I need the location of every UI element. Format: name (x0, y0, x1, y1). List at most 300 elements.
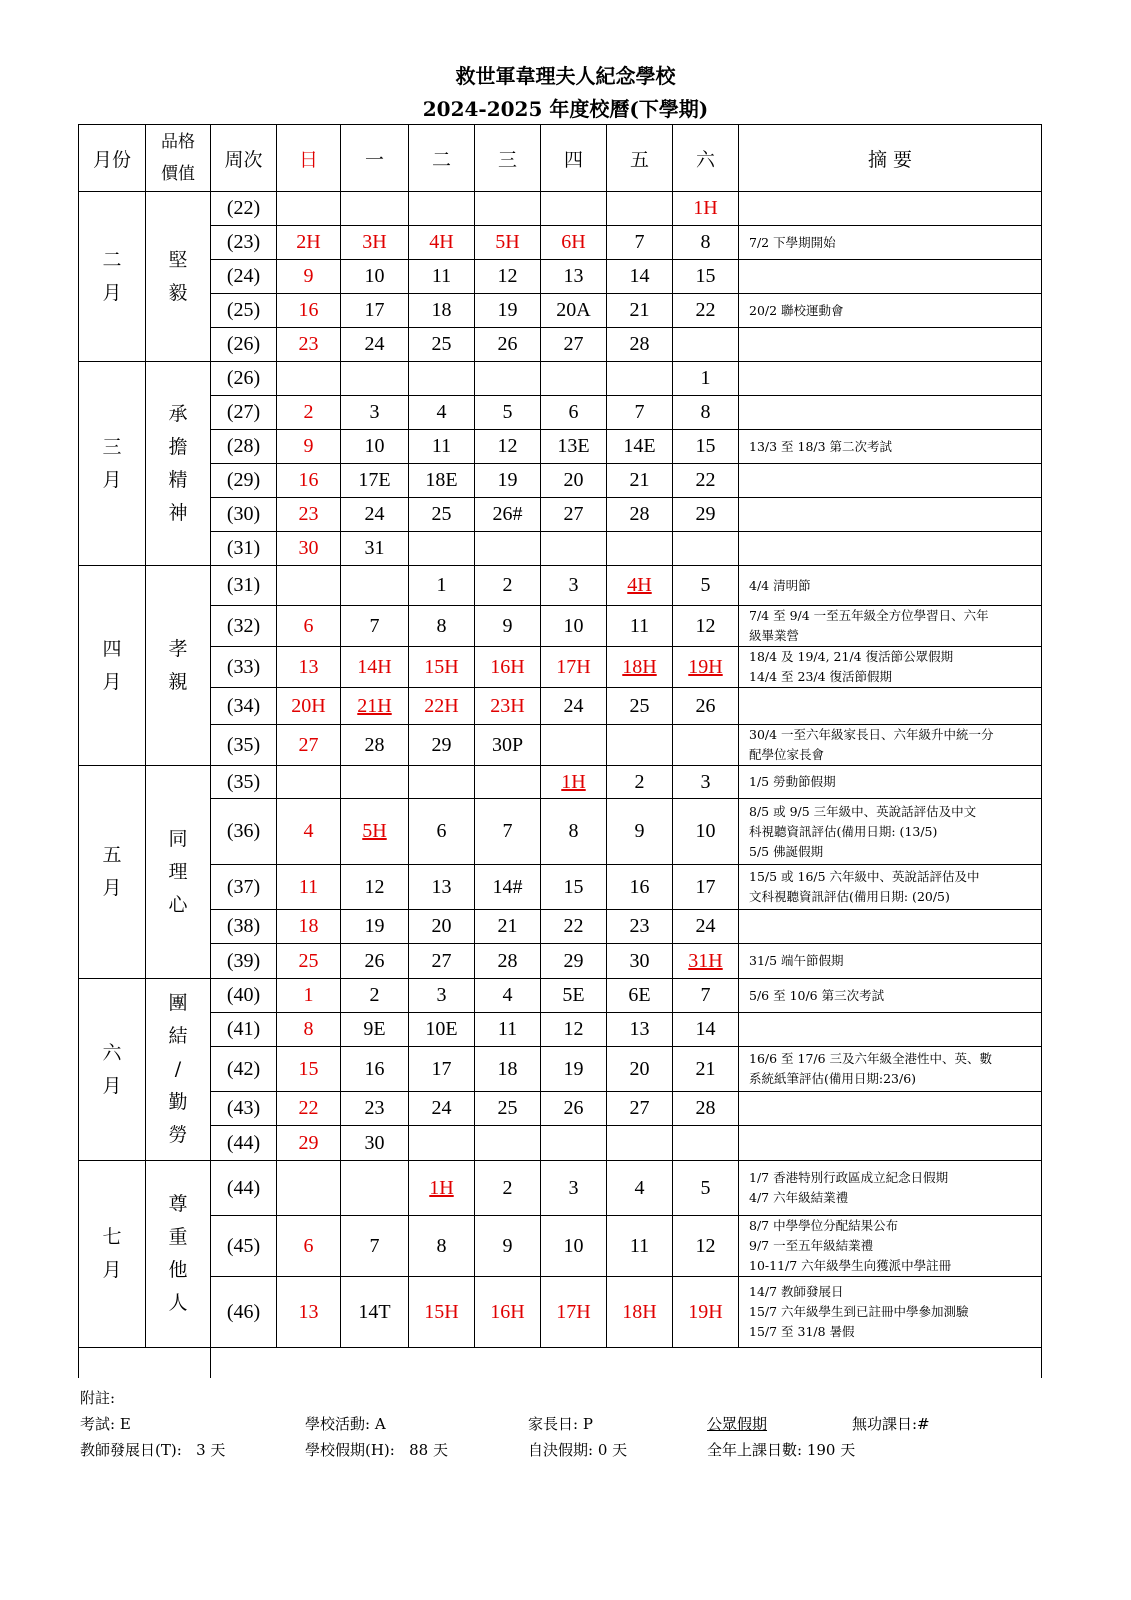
week-number-cell: (43) (211, 1092, 277, 1126)
day-cell-wed: 9 (475, 1216, 541, 1277)
week-row (79, 226, 1042, 260)
week-row (79, 396, 1042, 430)
value-char: 孝 (168, 637, 188, 660)
day-cell-sun: 9 (277, 260, 341, 294)
summary-line: 16/6 至 17/6 三及六年級全港性中、英、數 (749, 1051, 993, 1066)
month-char: 月 (102, 468, 122, 491)
school-calendar-table (78, 124, 1042, 1378)
day-cell-sat: 14 (673, 1013, 739, 1047)
value-char: 理 (168, 860, 188, 883)
day-cell-tue: 18E (409, 464, 475, 498)
day-cell-tue: 8 (409, 1216, 475, 1277)
day-cell-thu: 19 (541, 1047, 607, 1092)
header-day-wed: 三 (475, 125, 541, 192)
day-cell-fri: 11 (607, 606, 673, 647)
day-cell-sun: 16 (277, 464, 341, 498)
value-char: 承 (168, 402, 188, 425)
summary-line: 4/7 六年級結業禮 (749, 1190, 849, 1205)
day-cell-tue (409, 1126, 475, 1161)
summary-cell (739, 226, 1042, 260)
week-number-cell: (26) (211, 362, 277, 396)
day-cell-fri (607, 532, 673, 566)
week-row (79, 910, 1042, 944)
week-row (79, 1277, 1042, 1348)
day-cell-sat: 17 (673, 865, 739, 910)
day-cell-wed: 2 (475, 1161, 541, 1216)
day-cell-sun: 13 (277, 647, 341, 688)
week-row (79, 766, 1042, 799)
week-number-cell: (23) (211, 226, 277, 260)
day-cell-wed: 5 (475, 396, 541, 430)
day-cell-fri: 30 (607, 944, 673, 979)
value-char: 團 (168, 992, 188, 1014)
summary-cell (739, 766, 1042, 799)
month-label (102, 1221, 121, 1287)
day-cell-thu: 8 (541, 799, 607, 865)
summary-line: 10-11/7 六年級學生向獲派中學註冊 (749, 1258, 952, 1273)
value-char: 勤 (168, 1091, 188, 1113)
day-cell-fri: 21 (607, 294, 673, 328)
header-day-sun: 日 (277, 125, 341, 192)
day-cell-tue: 15H (409, 647, 475, 688)
day-cell-sat: 1 (673, 362, 739, 396)
day-cell-sun (277, 1161, 341, 1216)
day-cell-fri: 20 (607, 1047, 673, 1092)
summary-cell (739, 606, 1042, 647)
day-cell-thu: 27 (541, 328, 607, 362)
summary-line: 31/5 端午節假期 (749, 953, 844, 968)
header-day-thu: 四 (541, 125, 607, 192)
school-name: 救世軍韋理夫人紀念學校 (455, 64, 676, 88)
header-day-fri: 五 (607, 125, 673, 192)
day-cell-sat: 29 (673, 498, 739, 532)
week-row (79, 1161, 1042, 1216)
month-label (102, 633, 121, 699)
day-cell-sun: 20H (277, 688, 341, 725)
summary-line: 15/7 至 31/8 暑假 (749, 1324, 855, 1339)
week-number-cell: (22) (211, 192, 277, 226)
day-cell-wed: 28 (475, 944, 541, 979)
day-cell-wed: 5H (475, 226, 541, 260)
value-char: 毅 (168, 281, 188, 304)
day-cell-mon (341, 766, 409, 799)
day-cell-tue: 1 (409, 566, 475, 606)
day-cell-tue: 29 (409, 725, 475, 766)
week-row (79, 532, 1042, 566)
value-char: 結 (168, 1025, 188, 1047)
summary-line: 文科視聽資訊評估(備用日期: (20/5) (749, 889, 950, 904)
summary-cell (739, 260, 1042, 294)
character-value-cell (146, 362, 211, 566)
day-cell-thu: 20 (541, 464, 607, 498)
summary-line: 13/3 至 18/3 第二次考試 (749, 438, 893, 454)
day-cell-sat: 5 (673, 1161, 739, 1216)
value-char: / (174, 1058, 182, 1080)
header-value-line: 價值 (161, 164, 195, 184)
day-cell-wed: 12 (475, 260, 541, 294)
legend-teacher-development: 教師發展日(T): 3 天 (80, 1441, 226, 1459)
day-cell-tue: 13 (409, 865, 475, 910)
week-row (79, 1216, 1042, 1277)
summary-cell (739, 910, 1042, 944)
value-char: 人 (168, 1292, 188, 1314)
legend-school-holiday: 學校假期(H): 88 天 (305, 1441, 448, 1459)
month-char: 五 (102, 844, 122, 866)
day-cell-tue: 11 (409, 260, 475, 294)
day-cell-sun: 6 (277, 606, 341, 647)
day-cell-wed: 19 (475, 464, 541, 498)
day-cell-tue: 8 (409, 606, 475, 647)
notes-heading: 附註: (80, 1389, 116, 1407)
day-cell-wed: 16H (475, 647, 541, 688)
day-cell-thu (541, 192, 607, 226)
day-cell-sat (673, 1126, 739, 1161)
value-char: 親 (168, 670, 188, 693)
day-cell-wed (475, 766, 541, 799)
summary-cell (739, 192, 1042, 226)
day-cell-sat: 1H (673, 192, 739, 226)
week-number-cell: (28) (211, 430, 277, 464)
week-number-cell: (36) (211, 799, 277, 865)
day-cell-fri: 11 (607, 1216, 673, 1277)
day-cell-wed: 26 (475, 328, 541, 362)
summary-line: 5/6 至 10/6 第三次考試 (749, 987, 885, 1003)
day-cell-sun: 11 (277, 865, 341, 910)
day-cell-sat: 15 (673, 430, 739, 464)
day-cell-tue (409, 192, 475, 226)
week-row (79, 260, 1042, 294)
month-char: 二 (102, 248, 122, 271)
day-cell-sun: 2 (277, 396, 341, 430)
day-cell-fri (607, 1126, 673, 1161)
day-cell-mon (341, 192, 409, 226)
month-char: 四 (102, 637, 122, 660)
month-cell (79, 766, 146, 979)
day-cell-thu: 12 (541, 1013, 607, 1047)
summary-line: 級畢業營 (749, 628, 800, 643)
summary-cell (739, 1126, 1042, 1161)
day-cell-thu: 17H (541, 647, 607, 688)
day-cell-fri (607, 725, 673, 766)
legend-school-activity: 學校活動: A (305, 1415, 386, 1433)
character-value-cell (146, 979, 211, 1161)
character-value-label (168, 1188, 187, 1320)
day-cell-sat: 12 (673, 1216, 739, 1277)
day-cell-mon: 16 (341, 1047, 409, 1092)
week-number-cell: (30) (211, 498, 277, 532)
summary-line: 1/5 勞動節假期 (749, 774, 836, 789)
day-cell-sun: 29 (277, 1126, 341, 1161)
day-cell-tue: 4H (409, 226, 475, 260)
day-cell-sat: 12 (673, 606, 739, 647)
summary-cell (739, 979, 1042, 1013)
summary-cell (739, 725, 1042, 766)
summary-cell (739, 532, 1042, 566)
day-cell-sat: 15 (673, 260, 739, 294)
value-char: 勞 (168, 1124, 188, 1146)
day-cell-mon: 17E (341, 464, 409, 498)
day-cell-fri: 16 (607, 865, 673, 910)
day-cell-fri: 27 (607, 1092, 673, 1126)
day-cell-wed (475, 1126, 541, 1161)
day-cell-sun (277, 766, 341, 799)
summary-line: 9/7 一至五年級結業禮 (749, 1238, 874, 1253)
summary-line: 14/4 至 23/4 復活節假期 (749, 669, 893, 684)
day-cell-sun: 13 (277, 1277, 341, 1348)
legend-school-days: 全年上課日數: 190 天 (707, 1441, 856, 1459)
week-number-cell: (46) (211, 1277, 277, 1348)
day-cell-mon: 24 (341, 498, 409, 532)
day-cell-mon: 7 (341, 606, 409, 647)
week-number-cell: (27) (211, 396, 277, 430)
character-value-label (168, 633, 187, 699)
legend-parent-day: 家長日: P (528, 1415, 593, 1433)
month-label (102, 1037, 121, 1103)
character-value-label (168, 398, 187, 530)
week-number-cell: (41) (211, 1013, 277, 1047)
week-number-cell: (34) (211, 688, 277, 725)
week-row (79, 430, 1042, 464)
day-cell-thu: 10 (541, 1216, 607, 1277)
day-cell-thu: 26 (541, 1092, 607, 1126)
value-char: 他 (168, 1259, 188, 1281)
day-cell-tue: 22H (409, 688, 475, 725)
month-label (102, 839, 121, 905)
day-cell-fri: 6E (607, 979, 673, 1013)
summary-cell (739, 396, 1042, 430)
week-row (79, 725, 1042, 766)
header-day-tue: 二 (409, 125, 475, 192)
day-cell-sat: 7 (673, 979, 739, 1013)
day-cell-sun (277, 362, 341, 396)
day-cell-thu (541, 1126, 607, 1161)
day-cell-sun: 23 (277, 498, 341, 532)
day-cell-fri: 2 (607, 766, 673, 799)
day-cell-sun: 22 (277, 1092, 341, 1126)
character-value-cell (146, 566, 211, 766)
calendar-body (79, 192, 1042, 1378)
day-cell-mon: 2 (341, 979, 409, 1013)
month-char: 七 (102, 1226, 122, 1248)
day-cell-sat: 24 (673, 910, 739, 944)
day-cell-wed: 16H (475, 1277, 541, 1348)
day-cell-mon: 3H (341, 226, 409, 260)
week-number-cell: (25) (211, 294, 277, 328)
day-cell-sun: 27 (277, 725, 341, 766)
month-char: 月 (102, 1074, 122, 1097)
legend-exam: 考試: E (80, 1415, 131, 1433)
value-char: 精 (168, 468, 188, 491)
day-cell-fri: 18H (607, 1277, 673, 1348)
summary-cell (739, 688, 1042, 725)
summary-cell (739, 498, 1042, 532)
day-cell-thu (541, 725, 607, 766)
month-char: 三 (102, 435, 122, 458)
summary-cell (739, 1092, 1042, 1126)
day-cell-wed: 23H (475, 688, 541, 725)
day-cell-sat: 22 (673, 464, 739, 498)
day-cell-tue: 4 (409, 396, 475, 430)
summary-line: 20/2 聯校運動會 (749, 302, 844, 318)
day-cell-sat: 19H (673, 1277, 739, 1348)
value-char: 神 (168, 501, 188, 524)
day-cell-thu (541, 532, 607, 566)
day-cell-sat: 31H (673, 944, 739, 979)
day-cell-thu: 13 (541, 260, 607, 294)
week-row (79, 566, 1042, 606)
week-row (79, 328, 1042, 362)
day-cell-tue: 18 (409, 294, 475, 328)
legend-no-homework-day: 無功課日:# (852, 1415, 930, 1433)
week-row (79, 865, 1042, 910)
value-char: 心 (168, 893, 188, 916)
summary-line: 5/5 佛誕假期 (749, 843, 824, 859)
character-value-label (168, 823, 187, 922)
day-cell-thu: 3 (541, 1161, 607, 1216)
character-value-cell (146, 192, 211, 362)
day-cell-fri: 14 (607, 260, 673, 294)
day-cell-fri: 9 (607, 799, 673, 865)
month-char: 月 (102, 670, 122, 693)
day-cell-fri: 25 (607, 688, 673, 725)
summary-cell (739, 944, 1042, 979)
week-row (79, 192, 1042, 226)
summary-line: 配學位家長會 (749, 747, 825, 762)
day-cell-wed: 25 (475, 1092, 541, 1126)
day-cell-thu: 15 (541, 865, 607, 910)
day-cell-sun: 9 (277, 430, 341, 464)
day-cell-thu: 22 (541, 910, 607, 944)
day-cell-tue: 17 (409, 1047, 475, 1092)
day-cell-mon: 28 (341, 725, 409, 766)
summary-cell (739, 647, 1042, 688)
day-cell-wed: 2 (475, 566, 541, 606)
summary-cell (739, 1161, 1042, 1216)
day-cell-wed: 11 (475, 1013, 541, 1047)
day-cell-thu: 27 (541, 498, 607, 532)
day-cell-thu: 29 (541, 944, 607, 979)
day-cell-sat (673, 532, 739, 566)
legend-discretionary-holiday: 自決假期: 0 天 (528, 1441, 628, 1459)
month-char: 月 (102, 1259, 122, 1281)
month-cell (79, 362, 146, 566)
day-cell-fri: 28 (607, 328, 673, 362)
week-row (79, 688, 1042, 725)
day-cell-tue: 25 (409, 498, 475, 532)
day-cell-fri: 18H (607, 647, 673, 688)
header-day-sat: 六 (673, 125, 739, 192)
day-cell-sat: 26 (673, 688, 739, 725)
day-cell-fri (607, 192, 673, 226)
day-cell-thu: 17H (541, 1277, 607, 1348)
day-cell-sat: 21 (673, 1047, 739, 1092)
summary-cell (739, 1047, 1042, 1092)
day-cell-mon: 21H (341, 688, 409, 725)
day-cell-sat: 22 (673, 294, 739, 328)
week-number-cell: (33) (211, 647, 277, 688)
week-row (79, 979, 1042, 1013)
summary-line: 15/7 六年級學生到已註冊中學參加測驗 (749, 1304, 969, 1319)
week-number-cell: (35) (211, 766, 277, 799)
summary-cell (739, 430, 1042, 464)
day-cell-tue: 3 (409, 979, 475, 1013)
summary-cell (739, 1013, 1042, 1047)
day-cell-tue: 20 (409, 910, 475, 944)
day-cell-sat: 10 (673, 799, 739, 865)
summary-cell (739, 362, 1042, 396)
month-label (102, 244, 121, 310)
summary-line: 系統紙筆評估(備用日期:23/6) (749, 1071, 917, 1086)
day-cell-thu: 3 (541, 566, 607, 606)
week-row (79, 1092, 1042, 1126)
summary-line: 14/7 教師發展日 (749, 1284, 844, 1299)
day-cell-sun: 1 (277, 979, 341, 1013)
day-cell-thu: 1H (541, 766, 607, 799)
day-cell-sun: 25 (277, 944, 341, 979)
day-cell-wed: 12 (475, 430, 541, 464)
day-cell-mon: 7 (341, 1216, 409, 1277)
day-cell-fri: 4 (607, 1161, 673, 1216)
day-cell-sun: 16 (277, 294, 341, 328)
day-cell-tue: 24 (409, 1092, 475, 1126)
day-cell-thu: 6H (541, 226, 607, 260)
day-cell-mon: 24 (341, 328, 409, 362)
day-cell-tue: 1H (409, 1161, 475, 1216)
summary-cell (739, 1216, 1042, 1277)
day-cell-tue: 10E (409, 1013, 475, 1047)
day-cell-sun: 8 (277, 1013, 341, 1047)
week-number-cell: (45) (211, 1216, 277, 1277)
day-cell-tue (409, 766, 475, 799)
day-cell-sun: 23 (277, 328, 341, 362)
day-cell-mon: 17 (341, 294, 409, 328)
week-number-cell: (42) (211, 1047, 277, 1092)
day-cell-wed: 14# (475, 865, 541, 910)
day-cell-mon: 14T (341, 1277, 409, 1348)
summary-cell (739, 328, 1042, 362)
day-cell-fri (607, 362, 673, 396)
day-cell-mon: 31 (341, 532, 409, 566)
day-cell-fri: 13 (607, 1013, 673, 1047)
month-char: 月 (102, 281, 122, 304)
day-cell-sat: 8 (673, 226, 739, 260)
month-cell (79, 1161, 146, 1348)
day-cell-thu (541, 362, 607, 396)
month-cell (79, 566, 146, 766)
day-cell-mon: 9E (341, 1013, 409, 1047)
summary-line: 科視聽資訊評估(備用日期: (13/5) (749, 823, 938, 839)
summary-line: 4/4 清明節 (749, 577, 811, 593)
day-cell-mon: 10 (341, 260, 409, 294)
day-cell-tue (409, 532, 475, 566)
character-value-cell (146, 1161, 211, 1348)
month-label (102, 431, 121, 497)
week-number-cell: (32) (211, 606, 277, 647)
day-cell-mon: 26 (341, 944, 409, 979)
week-number-cell: (40) (211, 979, 277, 1013)
day-cell-wed: 9 (475, 606, 541, 647)
summary-line: 7/2 下學期開始 (749, 234, 836, 250)
day-cell-sun: 30 (277, 532, 341, 566)
day-cell-sat (673, 725, 739, 766)
summary-line: 30/4 一至六年級家長日、六年級升中統一分 (749, 727, 994, 742)
day-cell-mon: 23 (341, 1092, 409, 1126)
summary-line: 8/7 中學學位分配結果公布 (749, 1218, 899, 1233)
day-cell-fri: 7 (607, 396, 673, 430)
week-number-cell: (35) (211, 725, 277, 766)
day-cell-mon (341, 566, 409, 606)
day-cell-wed: 7 (475, 799, 541, 865)
